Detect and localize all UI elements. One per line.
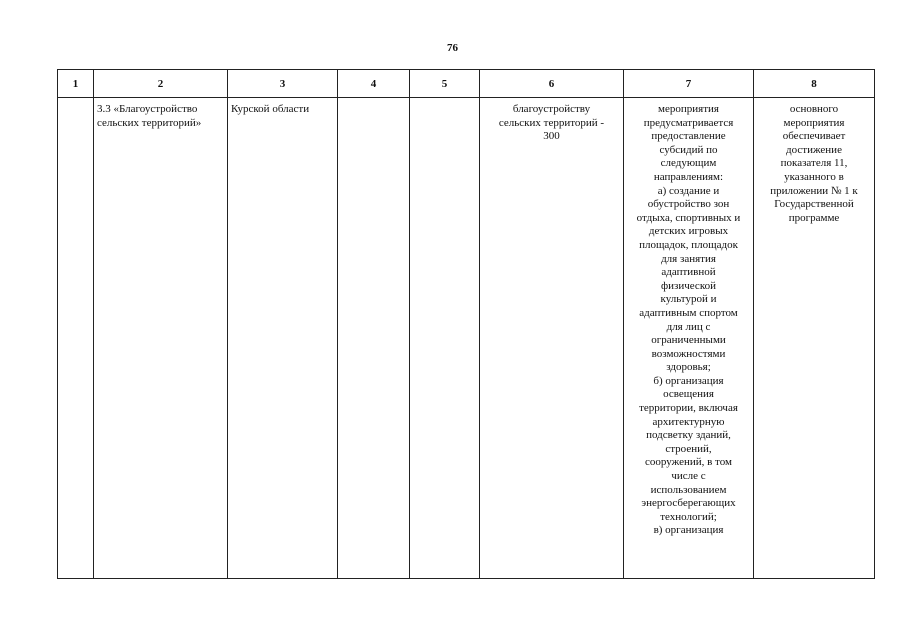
column-header-7: 7 — [624, 70, 754, 98]
activities-text: мероприятия предусматривается предоставление субсидий по следующим направлениям: а) создание и обустройство зон отдыха, спортивных и детских игровых площадок, площадок для занятия адаптивной физической культурой и адаптивным спортом для лиц с ограниченными возможностями здоровья; б) организация освещения территории, включая архитектурную подсветку зданий, строений, сооружений, в том числе с использованием энергосберегающих технологий; в) организация — [636, 103, 741, 537]
header-row — [58, 70, 875, 98]
column-header-4: 4 — [338, 70, 410, 98]
region-text: Курской области — [231, 103, 310, 115]
cell-col-6 — [480, 98, 624, 579]
column-header-1: 1 — [58, 70, 94, 98]
column-header-6: 6 — [480, 70, 624, 98]
cell-col-4 — [338, 98, 410, 579]
page-number: 76 — [447, 42, 458, 54]
column-header-5: 5 — [410, 70, 480, 98]
cell-col-8 — [754, 98, 875, 579]
cell-col-7 — [624, 98, 754, 579]
cell-col-2 — [94, 98, 228, 579]
table-row — [58, 98, 875, 579]
column-header-2: 2 — [94, 70, 228, 98]
target-text: благоустройству сельских территорий - 300 — [498, 103, 605, 143]
cell-col-3 — [228, 98, 338, 579]
cell-col-5 — [410, 98, 480, 579]
column-header-8: 8 — [754, 70, 875, 98]
indicator-text: основного мероприятия обеспечивает достижение показателя 11, указанного в приложении № 1 к Государственной программе — [770, 103, 858, 224]
program-table — [57, 69, 875, 579]
column-header-3: 3 — [228, 70, 338, 98]
cell-col-1 — [58, 98, 94, 579]
measure-name: 3.3 «Благоустройство сельских территорий» — [97, 103, 202, 129]
